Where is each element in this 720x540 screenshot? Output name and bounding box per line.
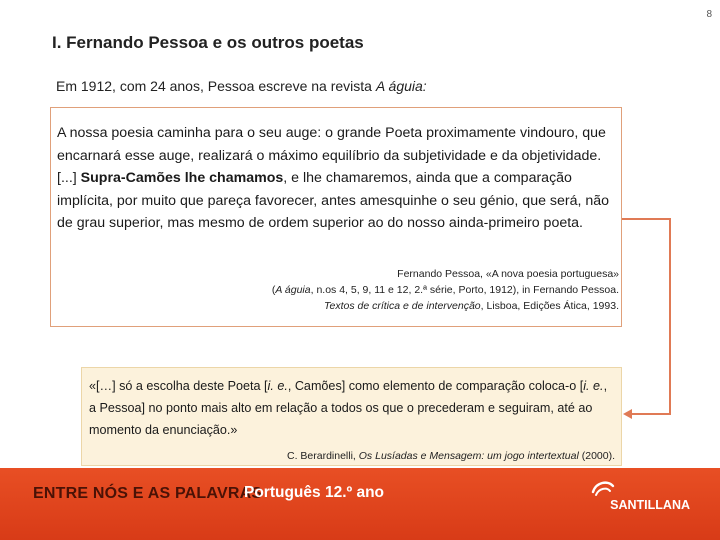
intro-sentence xyxy=(56,78,427,94)
pessoa-quote-box xyxy=(50,107,622,327)
source-line-3: Textos de crítica e de intervenção, Lisboa, Edições Ática, 1993. xyxy=(324,300,619,312)
footer-banner xyxy=(0,468,720,540)
publisher-logo xyxy=(590,478,690,518)
source-work-title: Os Lusíadas e Mensagem: um jogo intertextual xyxy=(358,450,579,462)
footer-series-title: ENTRE NÓS E AS PALAVRAS xyxy=(33,485,263,502)
connector-line-vertical xyxy=(669,218,671,415)
source-line-2: (A águia, n.os 4, 5, 9, 11 e 12, 2.ª série, Porto, 1912), in Fernando Pessoa. xyxy=(271,284,619,296)
source-book: Textos de crítica e de intervenção xyxy=(324,300,481,312)
berardinelli-quote-box xyxy=(81,367,622,466)
source-magazine: A águia xyxy=(275,284,311,296)
publisher-name: SANTILLANA xyxy=(610,498,690,512)
berardinelli-quote-source: C. Berardinelli, Os Lusíadas e Mensagem: um jogo intertextual (2000). xyxy=(286,450,615,462)
page-number: 8 xyxy=(706,9,712,20)
berardinelli-quote-text: «[…] só a escolha deste Poeta [i. e., Camões] como elemento de comparação coloca-o [i. e., a Pessoa] no ponto mais alto em relação a todos os que o precederam e seguiram, até ao momento da enunciação.» xyxy=(89,379,608,437)
pessoa-quote-text xyxy=(57,122,613,235)
footer-subject: Português 12.º ano xyxy=(244,484,385,501)
arrow-left-icon xyxy=(623,409,632,419)
connector-line-bottom xyxy=(630,413,671,415)
pessoa-quote-source xyxy=(272,266,619,314)
section-title: I. Fernando Pessoa e os outros poetas xyxy=(52,33,364,52)
pessoa-quote-part-a: A nossa poesia caminha para o seu auge: o grande Poeta proximamente vindouro, que encarnará esse auge, realizará o máximo equilíbrio da subjetividade e da objetividade. [...] xyxy=(57,125,606,187)
source-line-1: Fernando Pessoa, «A nova poesia portuguesa» xyxy=(397,268,619,280)
santillana-swirl-icon xyxy=(590,478,616,500)
intro-text: Em 1912, com 24 anos, Pessoa escreve na revista xyxy=(56,78,376,94)
connector-line-top xyxy=(622,218,671,220)
pessoa-quote-part-b: , e lhe chamaremos, ainda que a comparação implícita, por muito que pareça favorecer, antes amesquinhe o seu génio, que será, não de grau superior, mas mesmo de ordem superior ao do nosso ainda-primeiro poeta. xyxy=(57,170,610,232)
pessoa-quote-emphasis: Supra-Camões lhe chamamos xyxy=(80,170,284,187)
magazine-title: A águia: xyxy=(375,78,427,94)
